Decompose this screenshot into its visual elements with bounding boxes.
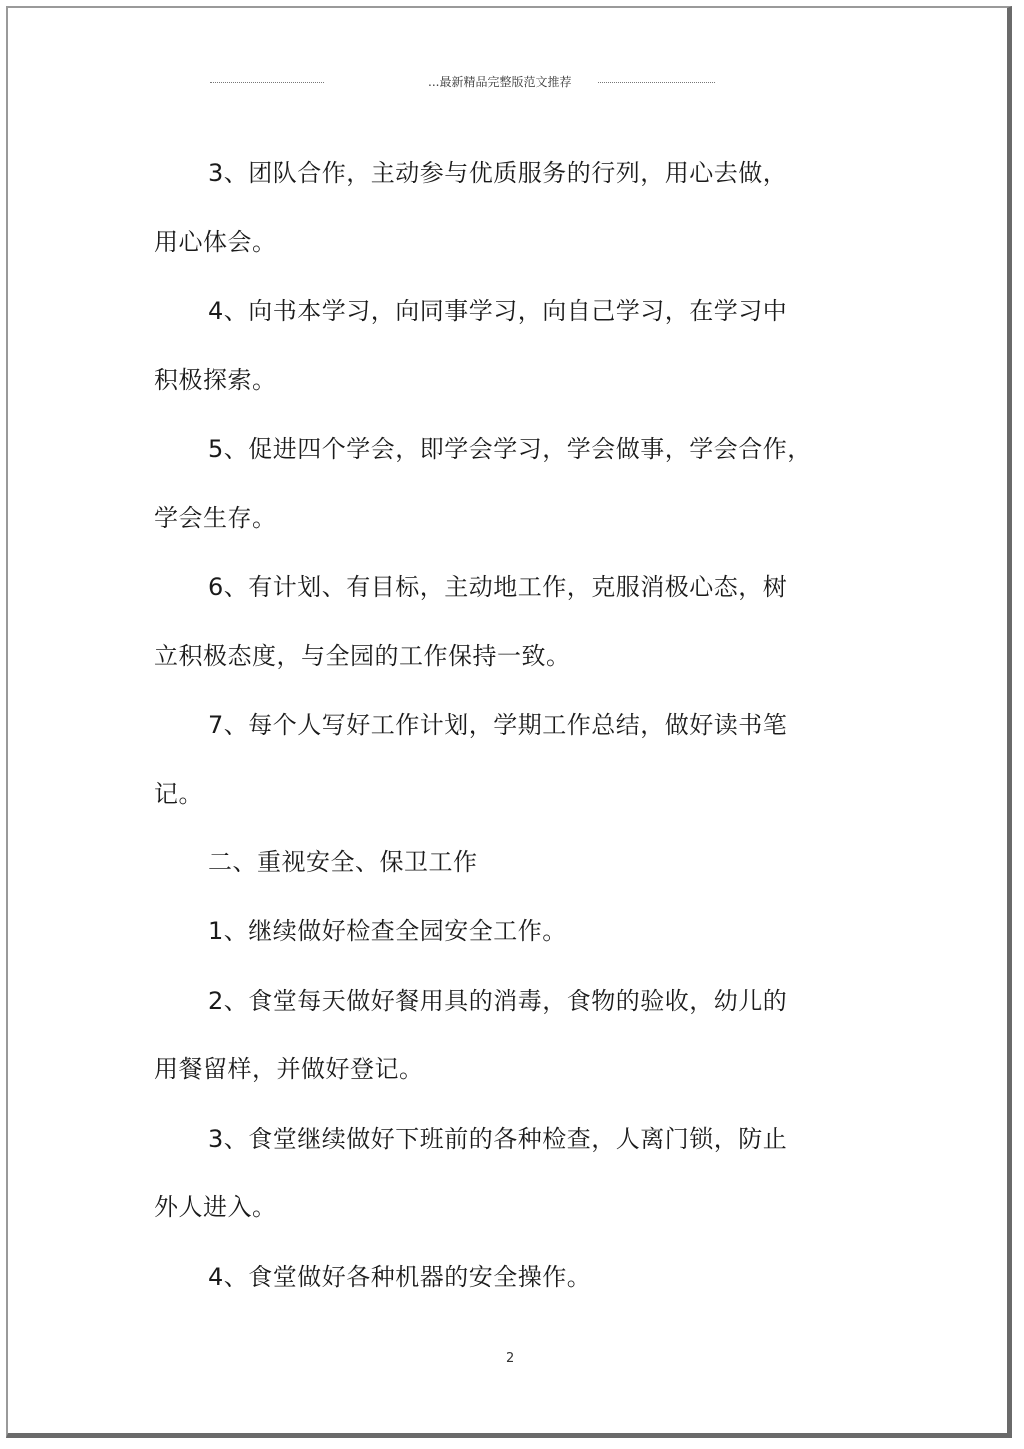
- paragraph-line: 1、继续做好检查全园安全工作。: [208, 917, 567, 945]
- paragraph-line: 7、每个人写好工作计划，学期工作总结，做好读书笔: [208, 711, 788, 739]
- paragraph-line: 用心体会。: [154, 228, 277, 256]
- paragraph-line: 4、食堂做好各种机器的安全操作。: [208, 1263, 592, 1291]
- paragraph-line: 5、促进四个学会，即学会学习，学会做事，学会合作，: [208, 435, 812, 463]
- paragraph-line: 6、有计划、有目标，主动地工作，克服消极心态，树: [208, 573, 788, 601]
- paragraph-line: 3、食堂继续做好下班前的各种检查，人离门锁，防止: [208, 1125, 788, 1153]
- header-dotted-rule-right: [598, 82, 715, 83]
- paragraph-line: 记。: [154, 780, 203, 808]
- paragraph-line: 外人进入。: [154, 1193, 277, 1221]
- paragraph-line: 3、团队合作，主动参与优质服务的行列，用心去做，: [208, 159, 788, 187]
- paragraph-line: 学会生存。: [154, 504, 277, 532]
- paragraph-line: 积极探索。: [154, 366, 277, 394]
- header-text: ...最新精品完整版范文推荐: [428, 75, 572, 89]
- paragraph-line: 用餐留样，并做好登记。: [154, 1055, 424, 1083]
- page-header: [210, 73, 715, 93]
- paragraph-line: 立积极态度，与全园的工作保持一致。: [154, 642, 571, 670]
- paragraph-line: 2、食堂每天做好餐用具的消毒，食物的验收，幼儿的: [208, 987, 788, 1015]
- section-heading: 二、重视安全、保卫工作: [208, 848, 478, 876]
- page-number: 2: [506, 1351, 515, 1366]
- paragraph-line: 4、向书本学习，向同事学习，向自己学习，在学习中: [208, 297, 788, 325]
- header-dotted-rule-left: [210, 82, 324, 83]
